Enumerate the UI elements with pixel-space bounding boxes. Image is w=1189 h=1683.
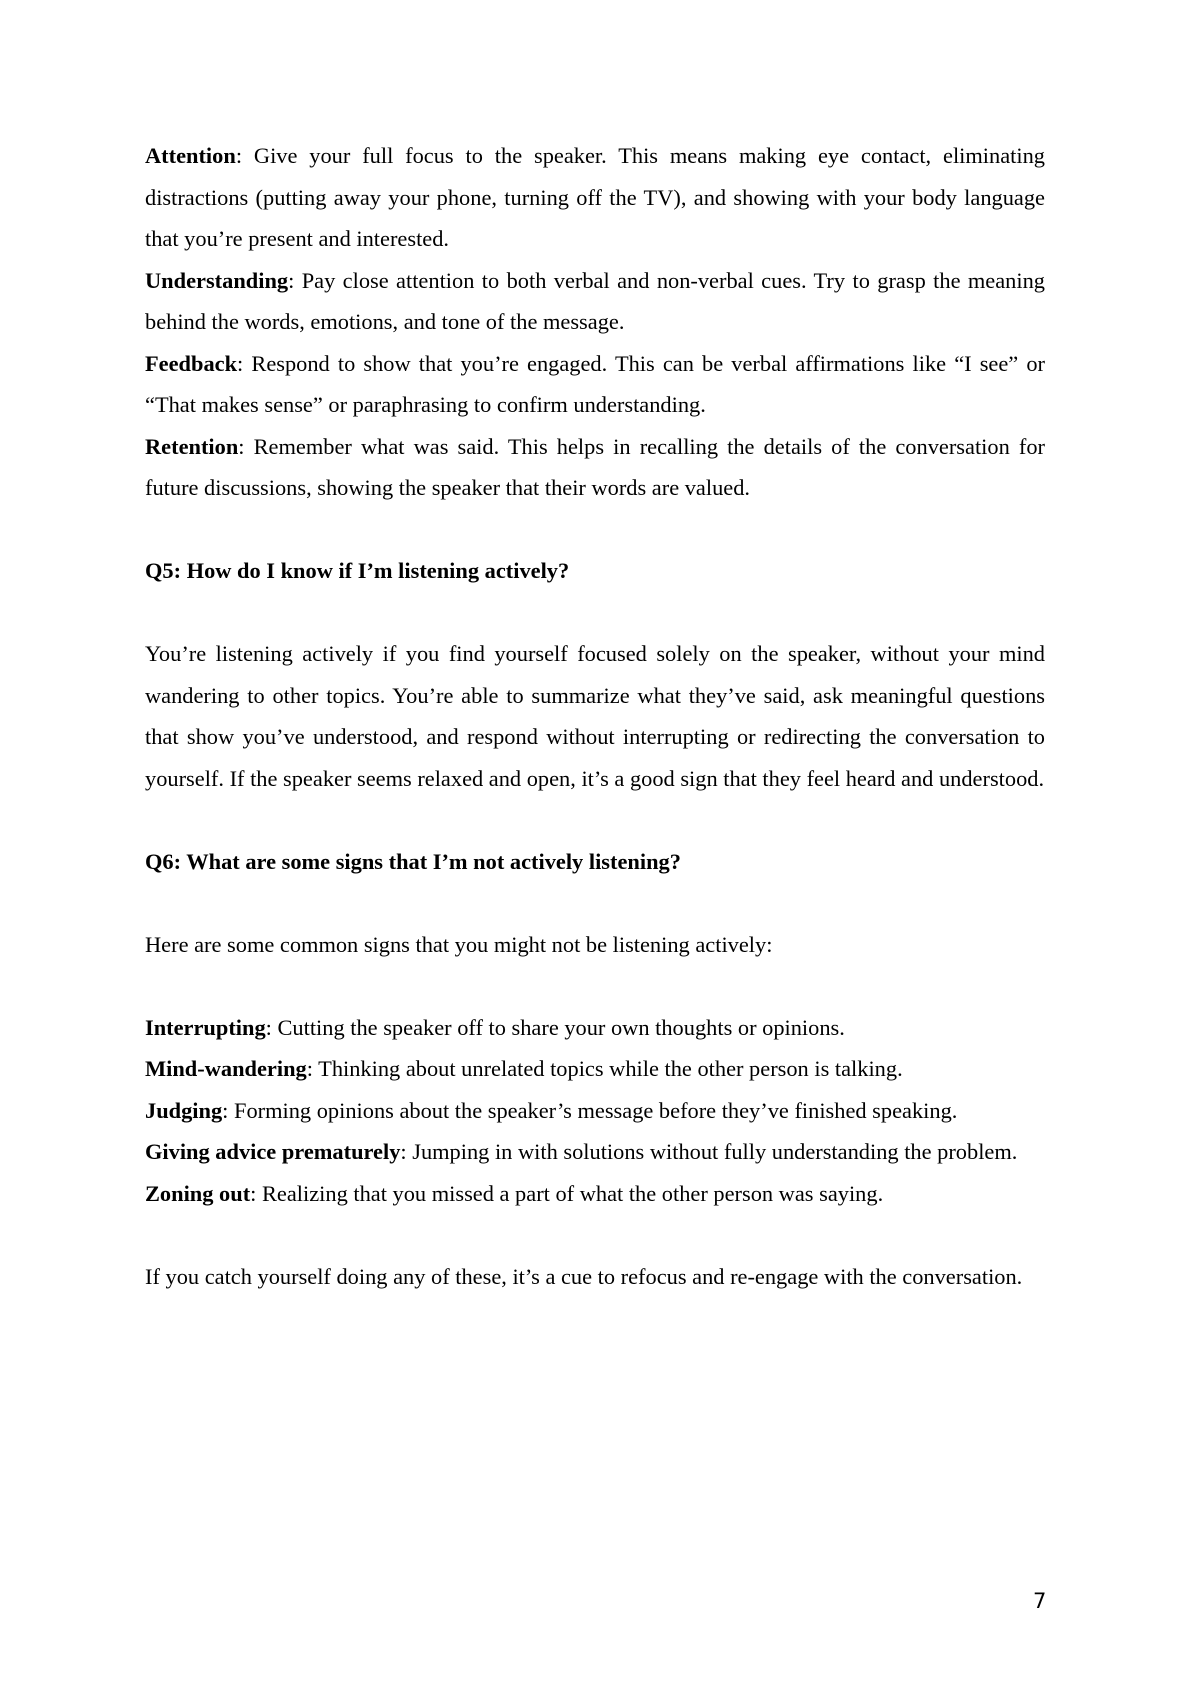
term-description: : Respond to show that you’re engaged. This can be verbal affirmations like “I see” or “That makes sense” or paraphrasing to confirm understanding. (145, 350, 1045, 417)
term-label: Giving advice prematurely (145, 1139, 401, 1164)
q6-heading: Q6: What are some signs that I’m not actively listening? (145, 848, 681, 874)
page-body (145, 135, 1045, 1297)
term-description: : Realizing that you missed a part of what the other person was saying. (250, 1180, 884, 1206)
term-description: : Forming opinions about the speaker’s message before they’ve finished speaking. (222, 1097, 958, 1123)
list-item-retention (145, 426, 1045, 509)
term-label: Interrupting (145, 1014, 266, 1040)
list-item-understanding (145, 260, 1045, 343)
term-label: Zoning out (145, 1180, 251, 1206)
spacer (145, 965, 1045, 1007)
spacer (145, 509, 1045, 551)
term-description: : Cutting the speaker off to share your own thoughts or opinions. (265, 1014, 845, 1040)
q5-heading: Q5: How do I know if I’m listening actively? (145, 558, 570, 583)
q6-closing: If you catch yourself doing any of these, it’s a cue to refocus and re-engage with the conversation. (145, 1263, 1023, 1289)
list-item-zoning-out (145, 1173, 1045, 1215)
q5-answer: You’re listening actively if you find yourself focused solely on the speaker, without your mind wandering to other topics. You’re able to summarize what they’ve said, ask meaningful questions that show you’ve understood, and respond without interrupting or redirecting the conversation to yourself. If the speaker seems relaxed and open, it’s a good sign that they feel heard and understood. (145, 641, 1045, 791)
spacer (145, 1214, 1045, 1256)
term-description: : Thinking about unrelated topics while the other person is talking. (306, 1056, 903, 1081)
term-label: Understanding (145, 267, 289, 293)
spacer (145, 882, 1045, 924)
list-item-judging (145, 1090, 1045, 1132)
list-item-attention (145, 135, 1045, 260)
term-description: : Remember what was said. This helps in recalling the details of the conversation for future discussions, showing the speaker that their words are valued. (145, 433, 1045, 500)
term-label: Retention (145, 433, 239, 459)
term-description: : Pay close attention to both verbal and non-verbal cues. Try to grasp the meaning behind the words, emotions, and tone of the message. (145, 267, 1045, 334)
list-item-giving-advice (145, 1131, 1045, 1173)
list-item-mind-wandering (145, 1048, 1045, 1090)
q6-intro: Here are some common signs that you might not be listening actively: (145, 931, 773, 957)
spacer (145, 799, 1045, 841)
list-item-feedback (145, 343, 1045, 426)
term-description: : Give your full focus to the speaker. This means making eye contact, eliminating distractions (putting away your phone, turning off the TV), and showing with your body language that you’re present and interested. (145, 143, 1045, 251)
term-label: Judging (145, 1097, 223, 1123)
term-label: Attention (145, 143, 236, 168)
spacer (145, 592, 1045, 634)
list-item-interrupting (145, 1007, 1045, 1049)
term-description: : Jumping in with solutions without fully understanding the problem. (400, 1139, 1018, 1164)
term-label: Feedback (145, 350, 238, 376)
term-label: Mind-wandering (145, 1056, 307, 1081)
page-number: 7 (1033, 1589, 1047, 1613)
